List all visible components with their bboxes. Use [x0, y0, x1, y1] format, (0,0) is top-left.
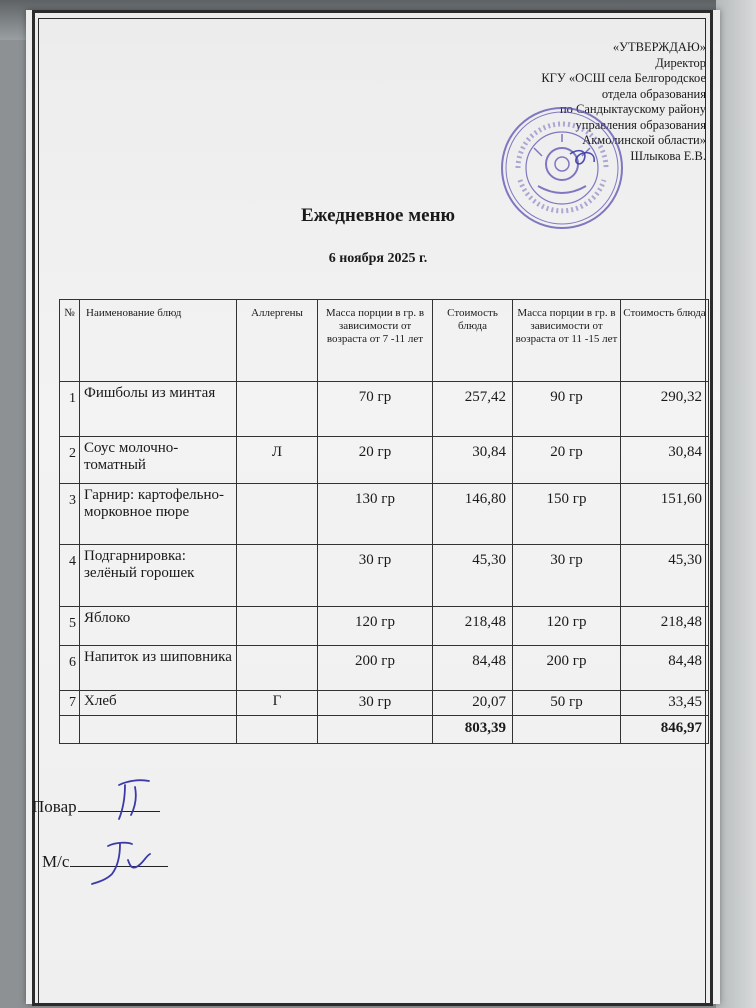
- menu-table: [59, 299, 709, 744]
- dish-allergen: [237, 646, 318, 691]
- header-allergens: Аллергены: [237, 300, 318, 382]
- header-cost-7-11: Стоимость блюда: [433, 300, 513, 382]
- mass-7-11: 130 гр: [318, 484, 433, 545]
- table-row: [60, 484, 709, 545]
- menu-date: 6 ноября 2025 г.: [328, 251, 428, 266]
- cost-11-15: 30,84: [621, 437, 709, 484]
- header-mass-7-11: Масса порции в гр. в зависимости от возраста от 7 -11 лет: [318, 300, 433, 382]
- table-row: [60, 691, 709, 716]
- table-row: [60, 607, 709, 646]
- row-number: 6: [60, 646, 80, 691]
- total-cost-7-11: 803,39: [433, 716, 513, 744]
- table-row: [60, 545, 709, 607]
- mass-11-15: 30 гр: [513, 545, 621, 607]
- row-number: 7: [60, 691, 80, 716]
- approval-line: Акмолинской области»: [582, 133, 706, 147]
- cost-11-15: 151,60: [621, 484, 709, 545]
- cost-7-11: 84,48: [433, 646, 513, 691]
- nurse-signature-icon: [86, 836, 166, 888]
- dish-allergen: [237, 545, 318, 607]
- totals-row: [60, 716, 709, 744]
- dish-name: Яблоко: [80, 607, 237, 646]
- dish-name: Напиток из шиповника: [80, 646, 237, 691]
- approval-line: управления образования: [575, 117, 706, 132]
- mass-7-11: 70 гр: [318, 382, 433, 437]
- mass-11-15: 150 гр: [513, 484, 621, 545]
- cost-7-11: 257,42: [433, 382, 513, 437]
- header-number: №: [60, 300, 80, 382]
- dish-allergen: [237, 382, 318, 437]
- cost-11-15: 45,30: [621, 545, 709, 607]
- approval-line: «УТВЕРЖДАЮ»: [612, 40, 706, 54]
- dish-allergen: Л: [237, 437, 318, 484]
- header-cost-11-15: Стоимость блюда: [621, 300, 709, 382]
- mass-7-11: 200 гр: [318, 646, 433, 691]
- mass-11-15: 90 гр: [513, 382, 621, 437]
- totals-empty-cell: [60, 716, 80, 744]
- photo-background-right: [716, 0, 756, 1008]
- row-number: 1: [60, 382, 80, 437]
- mass-11-15: 120 гр: [513, 607, 621, 646]
- cost-7-11: 45,30: [433, 545, 513, 607]
- total-cost-11-15: 846,97: [621, 716, 709, 744]
- mass-11-15: 200 гр: [513, 646, 621, 691]
- cost-7-11: 30,84: [433, 437, 513, 484]
- cost-11-15: 218,48: [621, 607, 709, 646]
- mass-11-15: 20 гр: [513, 437, 621, 484]
- approval-line: по Сандыктаускому району: [559, 102, 706, 116]
- cook-label: Повар: [32, 797, 77, 816]
- approval-line: КГУ «ОСШ села Белгородское: [541, 71, 706, 85]
- header-dish-name: Наименование блюд: [80, 300, 237, 382]
- totals-empty-cell: [80, 716, 237, 744]
- mass-7-11: 120 гр: [318, 607, 433, 646]
- totals-empty-cell: [318, 716, 433, 744]
- mass-11-15: 50 гр: [513, 691, 621, 716]
- table-row: [60, 437, 709, 484]
- cost-7-11: 20,07: [433, 691, 513, 716]
- cost-11-15: 290,32: [621, 382, 709, 437]
- approval-line: отдела образования: [601, 86, 706, 101]
- cost-7-11: 146,80: [433, 484, 513, 545]
- approval-line: Шлыкова Е.В.: [630, 148, 706, 163]
- mass-7-11: 30 гр: [318, 691, 433, 716]
- dish-allergen: [237, 607, 318, 646]
- dish-name: Подгарнировка: зелёный горошек: [80, 545, 237, 607]
- dish-allergen: [237, 484, 318, 545]
- row-number: 4: [60, 545, 80, 607]
- dish-name: Гарнир: картофельно-морковное пюре: [80, 484, 237, 545]
- dish-name: Соус молочно-томатный: [80, 437, 237, 484]
- table-row: [60, 382, 709, 437]
- totals-empty-cell: [513, 716, 621, 744]
- cook-signature-icon: [105, 775, 165, 825]
- cost-11-15: 84,48: [621, 646, 709, 691]
- cost-11-15: 33,45: [621, 691, 709, 716]
- dish-name: Фишболы из минтая: [80, 382, 237, 437]
- dish-allergen: Г: [237, 691, 318, 716]
- totals-empty-cell: [237, 716, 318, 744]
- page-title: Ежедневное меню: [300, 205, 456, 226]
- row-number: 2: [60, 437, 80, 484]
- row-number: 3: [60, 484, 80, 545]
- approval-line: Директор: [655, 55, 706, 70]
- table-row: [60, 646, 709, 691]
- mass-7-11: 20 гр: [318, 437, 433, 484]
- mass-7-11: 30 гр: [318, 545, 433, 607]
- header-mass-11-15: Масса порции в гр. в зависимости от возраста от 11 -15 лет: [513, 300, 621, 382]
- dish-name: Хлеб: [80, 691, 237, 716]
- nurse-label: М/с: [42, 852, 70, 871]
- table-header-row: [60, 300, 709, 382]
- cost-7-11: 218,48: [433, 607, 513, 646]
- row-number: 5: [60, 607, 80, 646]
